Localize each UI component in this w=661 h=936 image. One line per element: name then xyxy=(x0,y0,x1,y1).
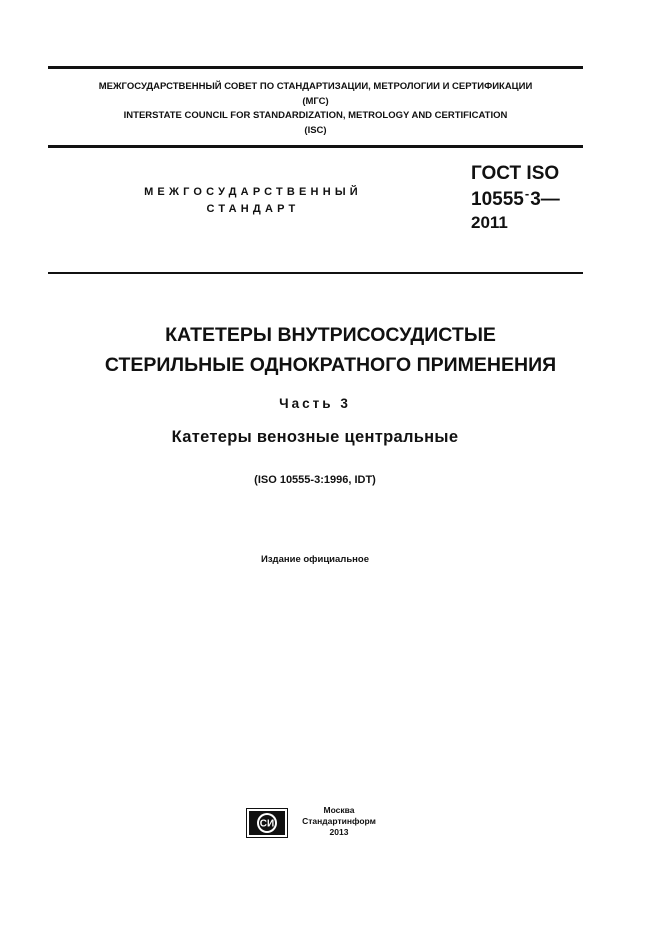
standartinform-logo-icon xyxy=(246,808,288,838)
gost-designation-name: ГОСТ ISO xyxy=(471,163,560,184)
standard-type-line1: МЕЖГОСУДАРСТВЕННЫЙ xyxy=(144,186,362,198)
gost-number-right: 3 xyxy=(530,189,541,210)
bottom-rule xyxy=(48,272,583,274)
edition-note: Издание официальное xyxy=(261,554,369,565)
council-ru-line2: (МГС) xyxy=(302,95,329,107)
gost-designation-year: 2011 xyxy=(471,213,508,232)
document-subtitle: Катетеры венозные центральные xyxy=(171,428,459,446)
publisher-city: Москва xyxy=(323,805,355,815)
top-rule xyxy=(48,66,583,69)
middle-rule xyxy=(48,145,583,148)
gost-number-separator: - xyxy=(524,186,530,201)
gost-designation-number xyxy=(471,186,560,212)
iso-reference: (ISO 10555-3:1996, IDT) xyxy=(254,474,376,486)
council-en-line2: (ISC) xyxy=(304,124,327,136)
gost-number-left: 10555 xyxy=(471,189,524,210)
council-en-line1: INTERSTATE COUNCIL FOR STANDARDIZATION, METROLOGY AND CERTIFICATION xyxy=(123,110,508,121)
publisher-name: Стандартинформ xyxy=(302,816,376,826)
document-title-line2: СТЕРИЛЬНЫЕ ОДНОКРАТНОГО ПРИМЕНЕНИЯ xyxy=(104,354,557,376)
council-name-ru xyxy=(48,80,583,109)
logo-letters: СИ xyxy=(259,818,275,830)
gost-number-dash: — xyxy=(540,189,560,210)
publisher-info xyxy=(294,805,384,838)
council-ru-line1: МЕЖГОСУДАРСТВЕННЫЙ СОВЕТ ПО СТАНДАРТИЗАЦИИ, МЕТРОЛОГИИ И СЕРТИФИКАЦИИ xyxy=(98,81,533,92)
part-label: Часть 3 xyxy=(279,396,351,411)
council-name-en xyxy=(48,109,583,138)
document-title-line1: КАТЕТЕРЫ ВНУТРИСОСУДИСТЫЕ xyxy=(165,324,496,346)
publisher-year: 2013 xyxy=(329,827,349,837)
standard-type-line2: СТАНДАРТ xyxy=(206,203,300,215)
